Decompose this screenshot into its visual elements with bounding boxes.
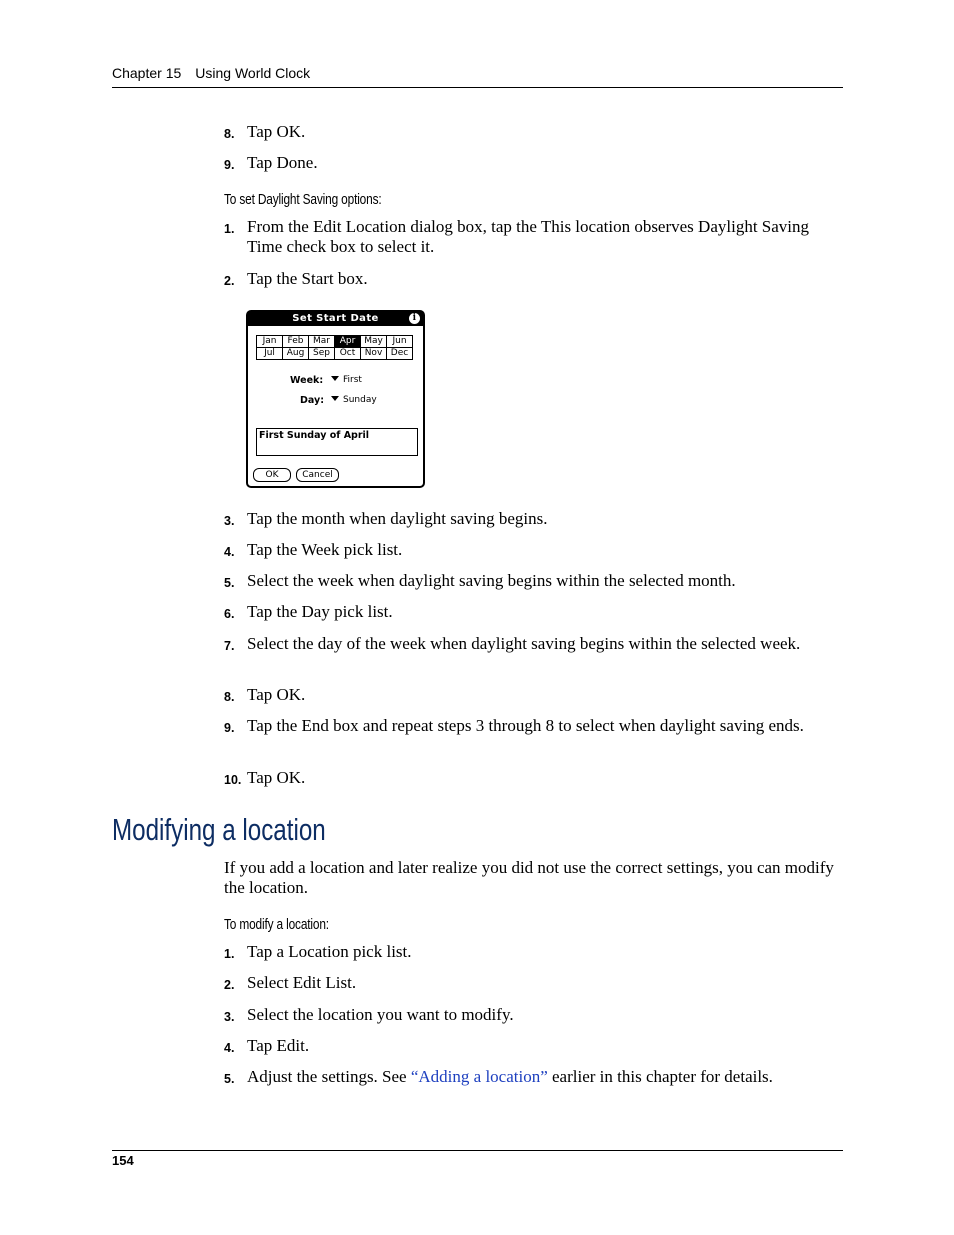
step-number: 2. (224, 978, 235, 992)
month-aug[interactable]: Aug (283, 348, 309, 360)
step-number: 5. (224, 576, 235, 590)
month-oct[interactable]: Oct (335, 348, 361, 360)
list-item (224, 153, 844, 173)
month-grid (256, 335, 413, 360)
step-text: Tap the month when daylight saving begins. (247, 509, 548, 528)
set-start-date-dialog (246, 310, 425, 488)
step-text: Tap the Day pick list. (247, 602, 393, 621)
month-dec[interactable]: Dec (387, 348, 413, 360)
step-number: 4. (224, 545, 235, 559)
list-item (224, 1036, 844, 1056)
step-number: 7. (224, 639, 235, 653)
step-number: 9. (224, 721, 235, 735)
step-number: 8. (224, 690, 235, 704)
step-number: 3. (224, 514, 235, 528)
step-text: Tap Done. (247, 153, 318, 172)
cancel-button[interactable]: Cancel (296, 468, 339, 482)
list-item (224, 973, 844, 993)
chapter-label: Chapter 15 (112, 65, 182, 81)
dialog-title-bar (248, 312, 423, 326)
step-text: Select the day of the week when daylight saving begins within the selected week. (247, 634, 801, 653)
step-number: 10. (224, 773, 242, 787)
step-number: 8. (224, 127, 235, 141)
footer-rule (112, 1150, 843, 1151)
list-item (224, 685, 844, 705)
chevron-down-icon (331, 396, 339, 401)
step-text: Tap OK. (247, 768, 306, 787)
step-number: 4. (224, 1041, 235, 1055)
step-text: Tap OK. (247, 122, 306, 141)
week-picker[interactable] (331, 375, 362, 385)
step-number: 1. (224, 947, 235, 961)
step-number: 9. (224, 158, 235, 172)
header-rule (112, 87, 843, 88)
step-text: Tap the End box and repeat steps 3 through 8 to select when daylight saving ends. (247, 716, 804, 735)
intro-paragraph: If you add a location and later realize you did not use the correct settings, you can modify the location. (224, 858, 834, 897)
list-item (224, 942, 844, 962)
list-item (224, 768, 844, 788)
month-mar[interactable]: Mar (309, 336, 335, 348)
procedure-heading: To set Daylight Saving options: (224, 192, 382, 208)
month-nov[interactable]: Nov (361, 348, 387, 360)
step-text: Tap the Start box. (247, 269, 368, 288)
dialog-title: Set Start Date (292, 313, 379, 324)
page-number: 154 (112, 1153, 134, 1168)
step-text-before: Adjust the settings. See (247, 1067, 411, 1086)
list-item (224, 571, 844, 591)
chapter-title: Using World Clock (195, 65, 311, 81)
month-jun[interactable]: Jun (387, 336, 413, 348)
step-text (247, 1067, 844, 1087)
step-text: Tap the Week pick list. (247, 540, 403, 559)
step-text: Tap Edit. (247, 1036, 310, 1055)
step-text: Select Edit List. (247, 973, 357, 992)
procedure-heading: To modify a location: (224, 917, 329, 933)
step-text: Select the week when daylight saving begins within the selected month. (247, 571, 736, 590)
week-label: Week: (290, 375, 324, 386)
week-value: First (343, 375, 362, 385)
step-number: 3. (224, 1010, 235, 1024)
month-sep[interactable]: Sep (309, 348, 335, 360)
list-item (224, 217, 844, 257)
list-item (224, 509, 844, 529)
day-value: Sunday (343, 395, 377, 405)
step-text: Select the location you want to modify. (247, 1005, 514, 1024)
step-number: 2. (224, 274, 235, 288)
month-feb[interactable]: Feb (283, 336, 309, 348)
day-picker[interactable] (331, 395, 377, 405)
list-item (224, 540, 844, 560)
step-number: 5. (224, 1072, 235, 1086)
step-text: Tap a Location pick list. (247, 942, 412, 961)
list-item (224, 634, 844, 654)
list-item (224, 1067, 844, 1087)
step-text: Tap OK. (247, 685, 306, 704)
step-number: 1. (224, 222, 235, 236)
day-label: Day: (300, 395, 324, 406)
step-number: 6. (224, 607, 235, 621)
date-summary-field: First Sunday of April (256, 428, 418, 456)
list-item (224, 602, 844, 622)
list-item (224, 1005, 844, 1025)
month-apr[interactable]: Apr (335, 336, 361, 348)
list-item (224, 716, 844, 736)
month-jan[interactable]: Jan (257, 336, 283, 348)
step-text-after: earlier in this chapter for details. (547, 1067, 773, 1086)
chevron-down-icon (331, 376, 339, 381)
running-header (112, 65, 310, 81)
adding-location-link[interactable]: “Adding a location” (410, 1067, 548, 1086)
step-text: From the Edit Location dialog box, tap the This location observes Daylight Saving Time check box to select it. (247, 217, 810, 256)
section-title: Modifying a location (112, 812, 326, 847)
month-jul[interactable]: Jul (257, 348, 283, 360)
ok-button[interactable]: OK (253, 468, 291, 482)
month-may[interactable]: May (361, 336, 387, 348)
list-item (224, 122, 844, 142)
list-item (224, 269, 844, 289)
info-icon[interactable]: i (409, 313, 420, 324)
